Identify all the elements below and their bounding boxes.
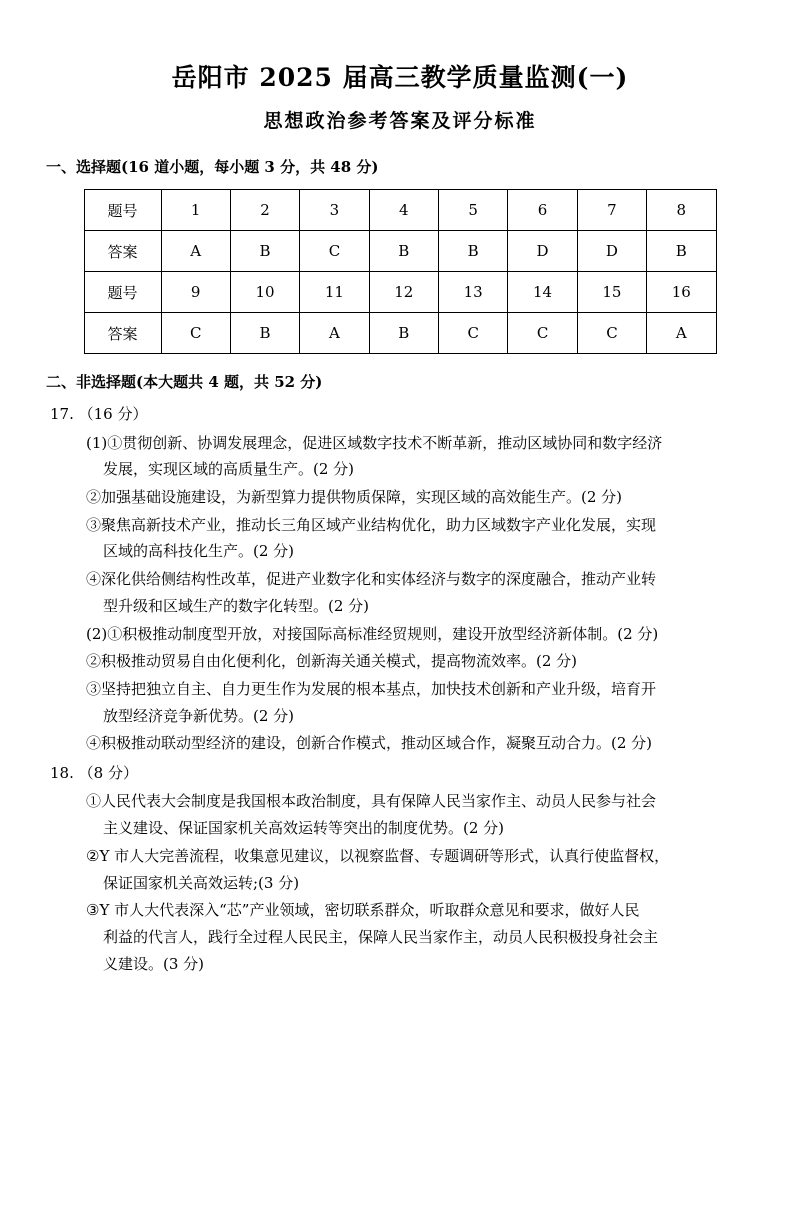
answer-line: 型升级和区域生产的数字化转型。(2 分): [103, 596, 370, 615]
question-number-cell: 16: [647, 272, 716, 313]
answer-cell: B: [369, 231, 438, 272]
answer-line: 发展，实现区域的高质量生产。(2 分): [103, 460, 355, 479]
answer-cell: D: [508, 231, 577, 272]
question-number-cell: 14: [508, 272, 577, 313]
page-title: 岳阳市 2025 届高三教学质量监测(一): [171, 63, 629, 92]
question-number-cell: 12: [369, 272, 438, 313]
row-label-answer: 答案: [84, 313, 161, 354]
question-18-header: [46, 761, 754, 787]
question-number-cell: 6: [508, 190, 577, 231]
question-score: （16 分）: [78, 405, 148, 424]
answer-cell: C: [300, 231, 369, 272]
answer-cell: B: [230, 313, 299, 354]
answer-cell: C: [439, 313, 508, 354]
answer-line: 区域的高科技化生产。(2 分): [103, 542, 295, 561]
answer-paragraph: [46, 648, 754, 675]
answer-paragraph: [46, 788, 754, 841]
answer-cell: B: [647, 231, 716, 272]
answer-paragraph: [46, 730, 754, 757]
answer-line: 义建设。(3 分): [103, 954, 205, 973]
row-label-answer: 答案: [84, 231, 161, 272]
answer-paragraph: [46, 621, 754, 648]
answer-cell: A: [647, 313, 716, 354]
question-number-cell: 5: [439, 190, 508, 231]
answer-cell: B: [439, 231, 508, 272]
section-heading-choice: 一、选择题(16 道小题，每小题 3 分，共 48 分): [46, 158, 379, 177]
section-heading-essay: 二、非选择题(本大题共 4 题，共 52 分): [46, 373, 323, 392]
answer-line: ②加强基础设施建设，为新型算力提供物质保障，实现区域的高效能生产。(2 分): [86, 488, 623, 507]
answer-line: (2)①积极推动制度型开放，对接国际高标准经贸规则，建设开放型经济新体制。(2 分): [86, 624, 659, 643]
answer-line: ④积极推动联动型经济的建设，创新合作模式，推动区域合作，凝聚互动合力。(2 分): [86, 734, 653, 753]
question-number-cell: 8: [647, 190, 716, 231]
answer-paragraph: [46, 676, 754, 729]
page-subtitle: 思想政治参考答案及评分标准: [263, 109, 537, 132]
answer-line: 保证国家机关高效运转;(3 分): [103, 873, 300, 892]
answer-line: ③Y 市人大代表深入“芯”产业领域，密切联系群众，听取群众意见和要求，做好人民: [86, 901, 640, 920]
question-number-cell: 15: [577, 272, 646, 313]
row-label-question: 题号: [84, 272, 161, 313]
answer-key-table: [84, 189, 717, 354]
answer-cell: B: [369, 313, 438, 354]
answer-line: 利益的代言人，践行全过程人民民主，保障人民当家作主，动员人民积极投身社会主: [103, 927, 659, 946]
answer-cell: C: [577, 313, 646, 354]
question-number-cell: 9: [161, 272, 230, 313]
answer-line: ①人民代表大会制度是我国根本政治制度，具有保障人民当家作主、动员人民参与社会: [86, 792, 657, 811]
answer-line: ②积极推动贸易自由化便利化，创新海关通关模式，提高物流效率。(2 分): [86, 652, 578, 671]
answer-paragraph: [46, 843, 754, 896]
answer-cell: C: [508, 313, 577, 354]
question-number-cell: 1: [161, 190, 230, 231]
question-17-header: [46, 402, 754, 428]
answer-line: ③聚焦高新技术产业，推动长三角区域产业结构优化，助力区域数字产业化发展，实现: [86, 515, 657, 534]
question-number-cell: 4: [369, 190, 438, 231]
answer-line: ④深化供给侧结构性改革，促进产业数字化和实体经济与数字的深度融合，推动产业转: [86, 570, 657, 589]
question-number-cell: 11: [300, 272, 369, 313]
table-row: [84, 190, 716, 231]
answer-paragraph: [46, 512, 754, 565]
question-number-cell: 13: [439, 272, 508, 313]
answer-paragraph: [46, 484, 754, 511]
table-row: [84, 272, 716, 313]
question-number-cell: 3: [300, 190, 369, 231]
answer-cell: B: [230, 231, 299, 272]
question-number: 17.: [50, 405, 74, 424]
table-row: [84, 313, 716, 354]
answer-line: (1)①贯彻创新、协调发展理念，促进区域数字技术不断革新，推动区域协同和数字经济: [86, 433, 663, 452]
answer-paragraph: [46, 897, 754, 977]
question-score: （8 分）: [78, 763, 138, 782]
question-number-cell: 2: [230, 190, 299, 231]
question-number-cell: 10: [230, 272, 299, 313]
answer-cell: C: [161, 313, 230, 354]
answer-paragraph: [46, 430, 754, 483]
table-row: [84, 231, 716, 272]
answer-line: ③坚持把独立自主、自力更生作为发展的根本基点，加快技术创新和产业升级，培育开: [86, 679, 657, 698]
row-label-question: 题号: [84, 190, 161, 231]
answer-cell: D: [577, 231, 646, 272]
question-number: 18.: [50, 763, 74, 782]
answer-line: 放型经济竞争新优势。(2 分): [103, 706, 295, 725]
question-number-cell: 7: [577, 190, 646, 231]
answer-paragraph: [46, 566, 754, 619]
answer-cell: A: [161, 231, 230, 272]
answer-line: 主义建设、保证国家机关高效运转等突出的制度优势。(2 分): [103, 819, 505, 838]
answer-cell: A: [300, 313, 369, 354]
answer-line: ②Y 市人大完善流程，收集意见建议，以视察监督、专题调研等形式，认真行使监督权，: [86, 846, 670, 865]
